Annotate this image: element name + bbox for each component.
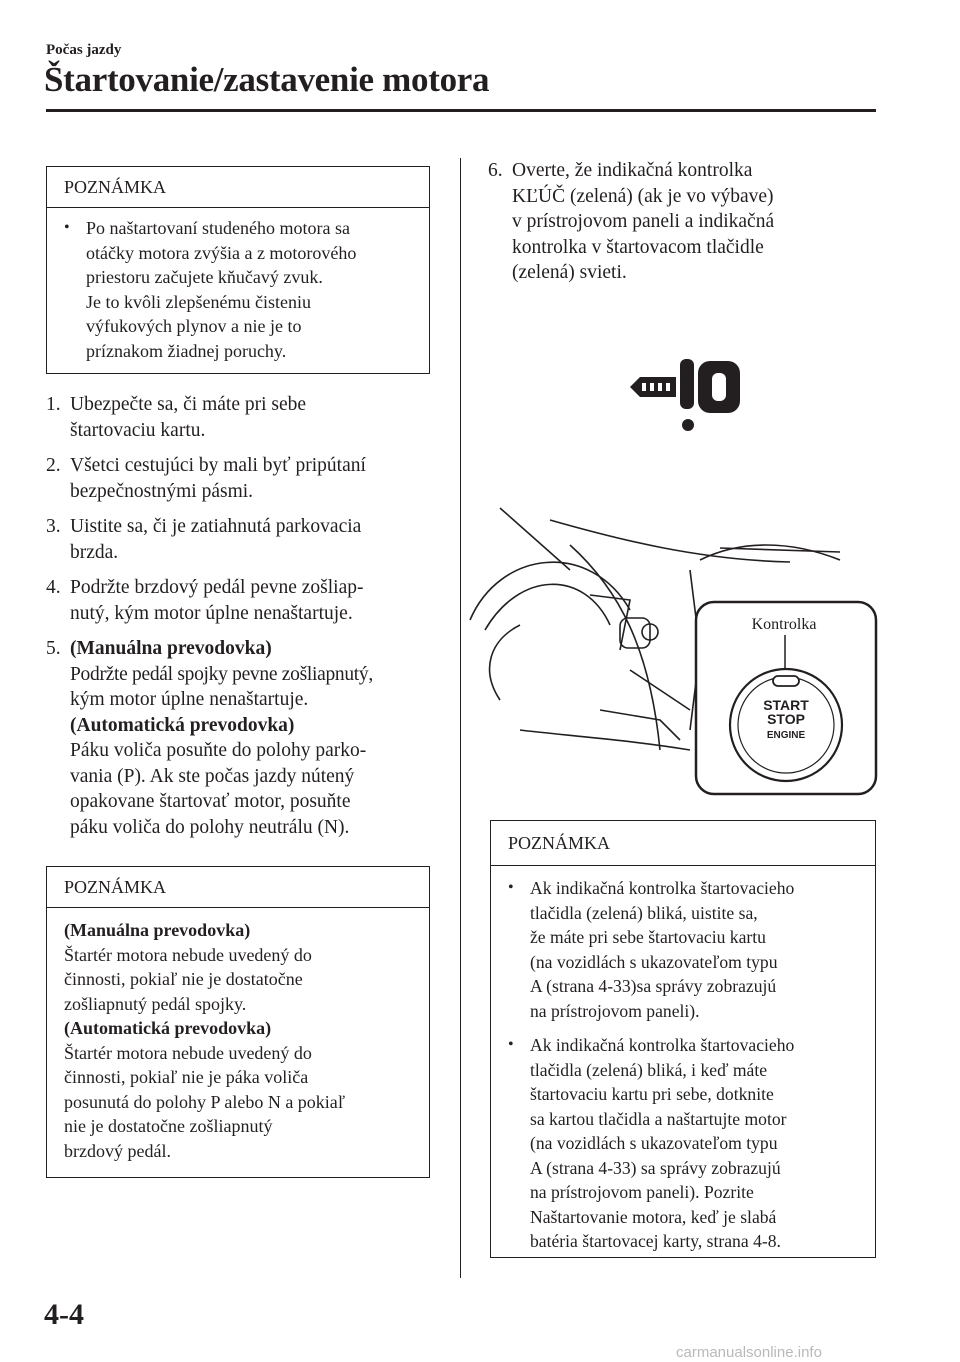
- note-line: A (strana 4-33)sa správy zobrazujú: [530, 976, 777, 996]
- step-line: Všetci cestujúci by mali byť pripútaní: [70, 455, 366, 476]
- note-box-starter: [46, 866, 430, 1178]
- note-line: brzdový pedál.: [64, 1140, 171, 1161]
- note-bullet: [64, 216, 415, 363]
- note-line: činnosti, pokiaľ nie je páka voliča: [64, 1067, 309, 1087]
- note-bullet: [508, 876, 867, 1023]
- note-title: POZNÁMKA: [47, 867, 429, 908]
- steps-list-left: [46, 392, 446, 850]
- note-title: POZNÁMKA: [491, 821, 875, 866]
- note-line: na prístrojovom paneli). Pozrite: [530, 1182, 754, 1202]
- step-1: [46, 392, 446, 443]
- note-box-cold-start: [46, 166, 430, 374]
- note-box-indicator: [490, 820, 876, 1258]
- note-bullet: [508, 1033, 867, 1254]
- note-line: (na vozidlách s ukazovateľom typu: [530, 951, 778, 972]
- step-3: [46, 514, 446, 565]
- steps-list-right: [488, 158, 878, 296]
- bullet-dot: •: [508, 1036, 514, 1053]
- note-title: POZNÁMKA: [47, 167, 429, 208]
- note-line: (na vozidlách s ukazovateľom typu: [530, 1133, 778, 1153]
- step-line: brzda.: [70, 541, 119, 563]
- step-line: páku voliča do polohy neutrálu (N).: [70, 816, 350, 838]
- step-line: bezpečnostnými pásmi.: [70, 480, 254, 502]
- step-number: 3.: [46, 516, 61, 537]
- start-button-text-start: START: [763, 697, 809, 713]
- step-line: (zelená) svieti.: [512, 262, 627, 283]
- step-heading-automatic: (Automatická prevodovka): [70, 714, 295, 736]
- note-line: otáčky motora zvýšia a z motorového: [86, 242, 357, 263]
- note-line: zošliapnutý pedál spojky.: [64, 993, 247, 1014]
- note-line: Štartér motora nebude uvedený do: [64, 1042, 312, 1063]
- step-line: opakovane štartovať motor, posuňte: [70, 791, 351, 812]
- step-6: [488, 158, 878, 286]
- step-line: nutý, kým motor úplne nenaštartuje.: [70, 602, 353, 624]
- step-line: Uistite sa, či je zatiahnutá parkovacia: [70, 516, 362, 537]
- step-line: štartovaciu kartu.: [70, 419, 206, 441]
- note-line: Ak indikačná kontrolka štartovacieho: [530, 1035, 795, 1055]
- step-number: 6.: [488, 160, 503, 181]
- note-line: Je to kvôli zlepšenému čisteniu: [86, 291, 311, 312]
- section-label: Počas jazdy: [46, 42, 122, 58]
- step-line: Podržte pedál spojky pevne zošliapnutý,: [70, 663, 373, 685]
- step-number: 4.: [46, 577, 61, 598]
- watermark: carmanualsonline.info: [676, 1344, 822, 1361]
- bullet-dot: •: [64, 219, 70, 236]
- step-line: Overte, že indikačná kontrolka: [512, 160, 753, 181]
- note-line: batéria štartovacej karty, strana 4-8.: [530, 1231, 781, 1251]
- note-line: Po naštartovaní studeného motora sa: [86, 218, 350, 238]
- note-line: Naštartovanie motora, keď je slabá: [530, 1206, 777, 1227]
- note-line: A (strana 4-33) sa správy zobrazujú: [530, 1157, 781, 1178]
- page-number: 4-4: [44, 1298, 84, 1331]
- note-line: posunutá do polohy P alebo N a pokiaľ: [64, 1091, 346, 1112]
- step-number: 5.: [46, 638, 61, 659]
- title-rule: [46, 109, 876, 112]
- step-4: [46, 575, 446, 626]
- key-warning-icon: [628, 345, 748, 435]
- step-number: 2.: [46, 455, 61, 476]
- page-title: Štartovanie/zastavenie motora: [44, 60, 490, 99]
- note-line: sa kartou tlačidla a naštartujte motor: [530, 1108, 787, 1129]
- step-line: Páku voliča posuňte do polohy parko-: [70, 740, 367, 761]
- note-line: na prístrojovom paneli).: [530, 1000, 700, 1021]
- step-line: Podržte brzdový pedál pevne zošliap-: [70, 577, 364, 598]
- note-line: nie je dostatočne zošliapnutý: [64, 1116, 273, 1136]
- note-heading-automatic: (Automatická prevodovka): [64, 1018, 272, 1038]
- note-line: štartovaciu kartu pri sebe, dotknite: [530, 1084, 774, 1104]
- step-5: [46, 636, 446, 840]
- step-heading-manual: (Manuálna prevodovka): [70, 638, 272, 659]
- note-line: Štartér motora nebude uvedený do: [64, 944, 312, 965]
- note-line: priestoru začujete kňučavý zvuk.: [86, 267, 323, 287]
- note-line: Ak indikačná kontrolka štartovacieho: [530, 878, 795, 898]
- step-2: [46, 453, 446, 504]
- start-button-text-stop: STOP: [767, 711, 805, 727]
- dashboard-start-button-illustration: [460, 500, 880, 810]
- step-line: v prístrojovom paneli a indikačná: [512, 211, 775, 232]
- step-line: Ubezpečte sa, či máte pri sebe: [70, 394, 307, 415]
- bullet-dot: •: [508, 879, 514, 896]
- note-line: že máte pri sebe štartovaciu kartu: [530, 927, 766, 947]
- note-line: tlačidla (zelená) bliká, i keď máte: [530, 1059, 768, 1080]
- note-heading-manual: (Manuálna prevodovka): [64, 920, 251, 940]
- start-button-text-engine: ENGINE: [766, 730, 806, 741]
- note-line: činnosti, pokiaľ nie je dostatočne: [64, 969, 303, 989]
- step-line: KĽÚČ (zelená) (ak je vo výbave): [512, 185, 774, 207]
- note-line: príznakom žiadnej poruchy.: [86, 340, 287, 361]
- step-line: kontrolka v štartovacom tlačidle: [512, 236, 764, 258]
- step-line: vania (P). Ak ste počas jazdy nútený: [70, 765, 355, 787]
- note-line: tlačidla (zelená) bliká, uistite sa,: [530, 902, 758, 923]
- step-line: kým motor úplne nenaštartuje.: [70, 689, 309, 710]
- callout-label: Kontrolka: [751, 616, 817, 633]
- step-number: 1.: [46, 394, 61, 415]
- note-line: výfukových plynov a nie je to: [86, 316, 302, 336]
